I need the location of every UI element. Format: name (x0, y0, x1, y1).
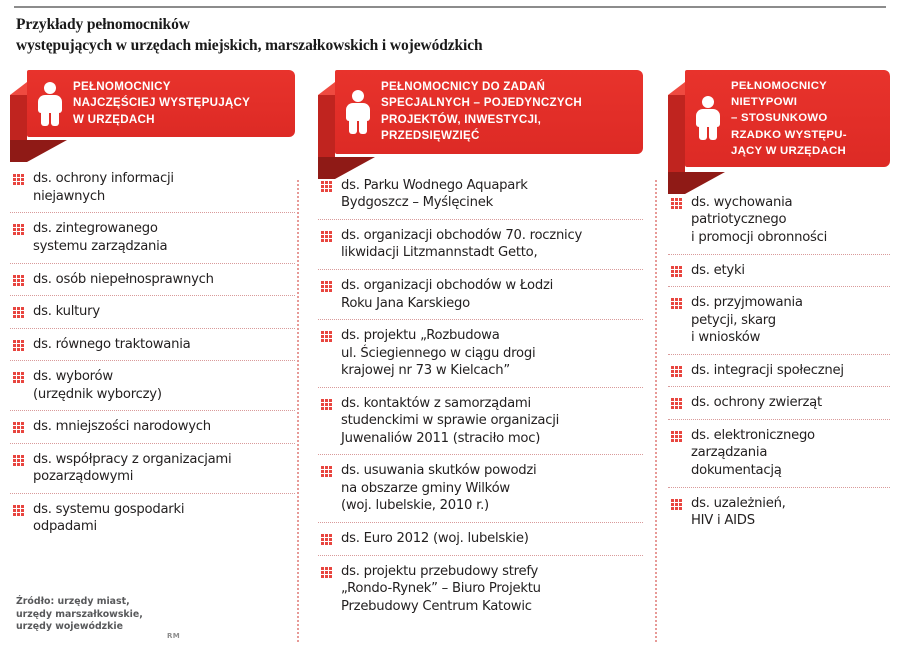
list-item-line: ds. wychowania (691, 194, 793, 210)
list-item-line: studenckimi w sprawie organizacji (341, 413, 560, 429)
list-item[interactable] (668, 420, 890, 488)
ribbon-fold-top (10, 82, 27, 95)
grid-dots-bullet-icon (13, 422, 24, 433)
source-note-line: urzędy wojewódzkie (16, 621, 123, 633)
grid-dots-bullet-icon (671, 266, 682, 277)
list-item-label (341, 227, 582, 262)
pelnomocnicy-list (10, 163, 295, 543)
list-item[interactable] (668, 355, 890, 388)
ribbon-fold-top (318, 82, 335, 95)
grid-dots-bullet-icon (13, 224, 24, 235)
list-item[interactable] (318, 455, 643, 523)
list-item-line: HIV i AIDS (691, 513, 755, 529)
list-item-line: ds. usuwania skutków powodzi (341, 463, 537, 479)
list-item-line: ds. projektu „Rozbudowa (341, 328, 500, 344)
list-item[interactable] (10, 296, 295, 329)
list-item-label (341, 177, 528, 212)
banner-title-line: PEŁNOMOCNICY (73, 80, 171, 93)
list-item-line: ds. systemu gospodarki (33, 501, 185, 517)
page-title (16, 14, 876, 57)
banner-title (73, 79, 250, 128)
grid-dots-bullet-icon (671, 198, 682, 209)
top-divider-rule (14, 6, 886, 8)
list-item-line: na obszarze gminy Wilków (341, 480, 510, 496)
list-item-line: ds. zintegrowanego (33, 221, 158, 237)
list-item-label (691, 394, 822, 412)
banner-body (27, 70, 295, 137)
list-item-line: ds. elektronicznego (691, 427, 815, 443)
list-item-label (33, 418, 211, 436)
list-item-line: ds. Parku Wodnego Aquapark (341, 177, 528, 193)
list-item[interactable] (668, 287, 890, 355)
list-item-label (691, 194, 827, 247)
list-item[interactable] (318, 320, 643, 388)
list-item-line: Roku Jana Karskiego (341, 295, 470, 311)
list-item-line: „Rondo-Rynek” – Biuro Projektu (341, 581, 541, 597)
column-separator-2 (655, 180, 657, 642)
grid-dots-bullet-icon (13, 340, 24, 351)
grid-dots-bullet-icon (321, 534, 332, 545)
page-title-line-2: występujących w urzędach miejskich, marszałkowskich i wojewódzkich (16, 37, 483, 55)
person-icon (345, 90, 371, 134)
list-item-label (691, 495, 786, 530)
column-nietypowi (668, 70, 890, 537)
column-najczesciej-wystepujacy (10, 70, 295, 543)
banner-title-line: – STOSUNKOWO (731, 112, 828, 125)
list-item-line: ds. mniejszości narodowych (33, 419, 211, 435)
list-item-label (341, 327, 535, 380)
list-item[interactable] (668, 255, 890, 288)
list-item-line: Bydgoszcz – Myślęcinek (341, 195, 493, 211)
banner-najczesciej-wystepujacy (10, 70, 295, 137)
source-note-line: urzędy marszałkowskie, (16, 608, 143, 620)
list-item-label (33, 170, 174, 205)
list-item-line: petycji, skarg (691, 312, 776, 328)
list-item[interactable] (10, 329, 295, 362)
source-note (16, 596, 266, 634)
list-item-line: Juwenaliów 2011 (straciło moc) (341, 430, 541, 446)
list-item[interactable] (318, 556, 643, 623)
pelnomocnicy-list (318, 170, 643, 622)
list-item-line: patriotycznego (691, 212, 787, 228)
column-zadania-specjalne (318, 70, 643, 622)
list-item-label (33, 368, 162, 403)
list-item-line: pozarządowymi (33, 469, 134, 485)
list-item-line: i promocji obronności (691, 230, 828, 246)
list-item-line: ds. współpracy z organizacjami (33, 451, 232, 467)
grid-dots-bullet-icon (321, 281, 332, 292)
list-item[interactable] (10, 411, 295, 444)
list-item-label (33, 501, 184, 536)
list-item[interactable] (668, 488, 890, 537)
grid-dots-bullet-icon (13, 455, 24, 466)
list-item-label (341, 563, 541, 616)
ribbon-fold-tail-shadow (10, 140, 27, 162)
grid-dots-bullet-icon (321, 181, 332, 192)
ribbon-fold-top (668, 82, 685, 95)
list-item-line: likwidacji Litzmannstadt Getto, (341, 245, 538, 261)
list-item-line: ds. uzależnień, (691, 495, 786, 511)
list-item-line: ds. równego traktowania (33, 336, 191, 352)
list-item-label (341, 277, 553, 312)
banner-title-line: PRZEDSIĘWZIĘĆ (381, 129, 480, 143)
list-item-line: systemu zarządzania (33, 239, 168, 254)
list-item-line: krajowej nr 73 w Kielcach” (341, 363, 510, 379)
list-item-label (691, 294, 803, 347)
grid-dots-bullet-icon (13, 505, 24, 516)
list-item-line: ul. Ściegiennego w ciągu drogi (341, 345, 536, 361)
banner-title-line: PEŁNOMOCNICY (731, 80, 828, 92)
list-item[interactable] (318, 270, 643, 320)
list-item-line: ds. projektu przebudowy strefy (341, 563, 539, 579)
banner-title-line: NAJCZĘŚCIEJ WYSTĘPUJĄCY (73, 96, 251, 110)
list-item[interactable] (318, 220, 643, 270)
list-item[interactable] (668, 387, 890, 420)
banner-title-line: PEŁNOMOCNICY DO ZADAŃ (381, 80, 546, 93)
grid-dots-bullet-icon (321, 399, 332, 410)
banner-title-line: W URZĘDACH (73, 112, 155, 126)
list-item-label (691, 262, 745, 280)
list-item[interactable] (318, 388, 643, 456)
list-item-line: (woj. lubelskie, 2010 r.) (341, 498, 489, 514)
list-item-label (341, 395, 559, 448)
grid-dots-bullet-icon (321, 567, 332, 578)
list-item[interactable] (10, 494, 295, 543)
grid-dots-bullet-icon (13, 174, 24, 185)
list-item-line: ds. wyborów (33, 369, 113, 385)
page-title-line-1: Przykłady pełnomocników (16, 16, 190, 33)
banner-zadania-specjalne (318, 70, 643, 154)
source-note-line: Źródło: urzędy miast, (16, 596, 130, 607)
list-item-label (33, 220, 167, 255)
list-item-label (691, 362, 844, 380)
list-item-line: i wniosków (691, 330, 761, 346)
list-item-line: (urzędnik wyborczy) (33, 386, 162, 402)
list-item-label (33, 271, 214, 289)
list-item-line: ds. organizacji obchodów w Łodzi (341, 278, 554, 293)
grid-dots-bullet-icon (13, 307, 24, 318)
list-item-label (341, 462, 536, 515)
grid-dots-bullet-icon (321, 466, 332, 477)
list-item-line: ds. ochrony zwierząt (691, 395, 822, 411)
list-item-line: odpadami (33, 519, 97, 535)
list-item-label (341, 530, 529, 548)
list-item-line: ds. etyki (691, 262, 745, 278)
list-item-line: ds. organizacji obchodów 70. rocznicy (341, 227, 583, 243)
grid-dots-bullet-icon (321, 231, 332, 242)
list-item-line: ds. ochrony informacji (33, 171, 174, 187)
grid-dots-bullet-icon (671, 398, 682, 409)
grid-dots-bullet-icon (671, 298, 682, 309)
person-icon (37, 82, 63, 126)
pelnomocnicy-list (668, 187, 890, 537)
grid-dots-bullet-icon (13, 372, 24, 383)
list-item[interactable] (10, 264, 295, 297)
list-item-line: ds. integracji społecznej (691, 362, 844, 378)
list-item[interactable] (668, 187, 890, 255)
grid-dots-bullet-icon (671, 431, 682, 442)
grid-dots-bullet-icon (321, 331, 332, 342)
banner-body (685, 70, 890, 167)
banner-title-line: SPECJALNYCH – POJEDYNCZYCH (381, 96, 583, 110)
list-item[interactable] (318, 523, 643, 556)
ribbon-fold-tail (27, 140, 67, 162)
list-item-label (33, 451, 231, 486)
list-item-label (691, 427, 815, 480)
list-item-line: niejawnych (33, 188, 105, 204)
list-item-line: Przebudowy Centrum Katowic (341, 598, 532, 614)
list-item-line: ds. Euro 2012 (woj. lubelskie) (341, 531, 529, 547)
list-item-line: dokumentacją (691, 462, 782, 478)
list-item[interactable] (10, 163, 295, 213)
list-item[interactable] (318, 170, 643, 220)
list-item-label (33, 303, 100, 321)
list-item[interactable] (10, 213, 295, 263)
banner-title-line: NIETYPOWI (731, 96, 798, 109)
banner-nietypowi (668, 70, 890, 167)
banner-title (381, 79, 582, 145)
list-item-line: ds. przyjmowania (691, 295, 803, 311)
list-item[interactable] (10, 361, 295, 411)
author-credit: RM (167, 632, 181, 640)
person-icon (695, 96, 721, 140)
banner-title-line: PROJEKTÓW, INWESTYCJI, (381, 112, 542, 126)
list-item-line: zarządzania (691, 445, 768, 461)
list-item[interactable] (10, 444, 295, 494)
list-item-line: ds. kontaktów z samorządami (341, 395, 531, 411)
grid-dots-bullet-icon (13, 275, 24, 286)
list-item-line: ds. kultury (33, 304, 100, 320)
grid-dots-bullet-icon (671, 366, 682, 377)
banner-title-line: RZADKO WYSTĘPU- (731, 128, 847, 141)
banner-title (731, 78, 847, 159)
banner-title-line: JĄCY W URZĘDACH (731, 144, 846, 157)
banner-body (335, 70, 643, 154)
column-separator-1 (297, 180, 299, 642)
list-item-line: ds. osób niepełnosprawnych (33, 271, 214, 287)
list-item-label (33, 336, 190, 354)
grid-dots-bullet-icon (671, 499, 682, 510)
